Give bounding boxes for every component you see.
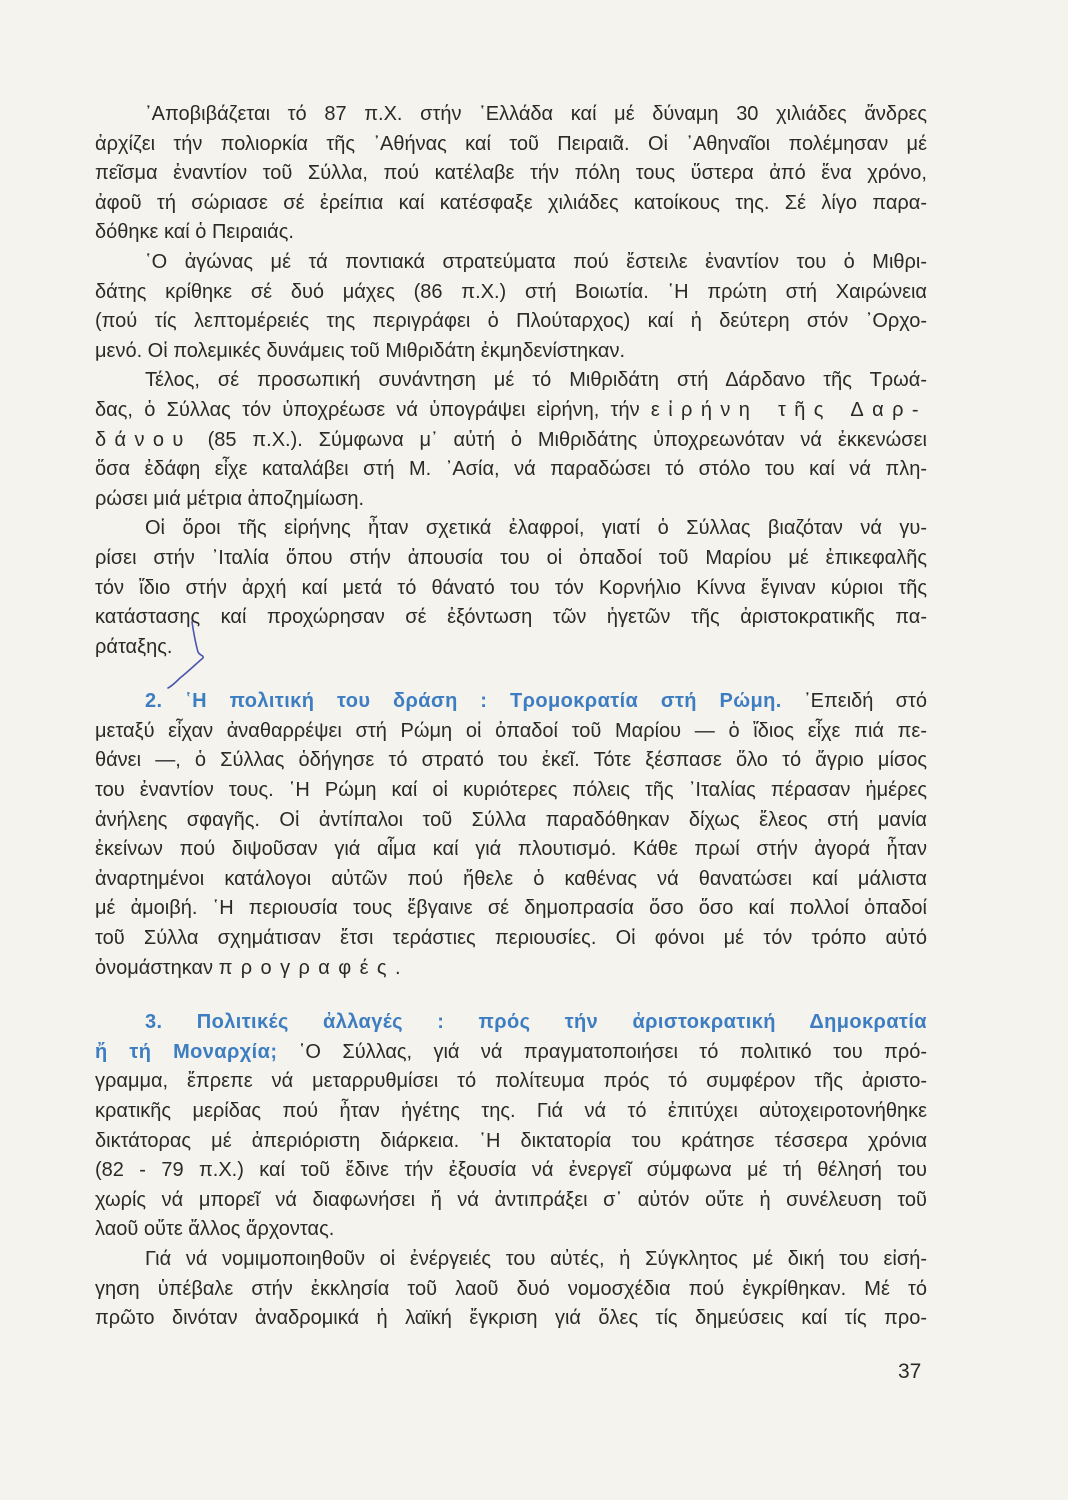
text-line: Οἱ ὅροι τῆς εἰρήνης ἦταν σχετικά ἐλαφροί, γιατί ὁ Σύλλας βιαζόταν νά γυ-	[145, 517, 927, 540]
text-line: δόθηκε καί ὁ Πειραιάς.	[95, 221, 294, 244]
text-span: δας, ὁ Σύλλας τόν ὑποχρέωσε νά ὑπογράψει εἰρήνη, τήν	[95, 398, 651, 421]
text-line: πρῶτο δινόταν ἀναδρομικά ἡ λαϊκή ἔγκριση γιά ὅλες τίς δημεύσεις καί τίς προ-	[95, 1307, 927, 1330]
text-span: .	[394, 956, 401, 979]
text-span: ὀνομάστηκαν	[95, 956, 219, 979]
text-line: θάνει —, ὁ Σύλλας ὁδήγησε τό στρατό του ἐκεῖ. Τότε ξέσπασε ὅλο τό ἄγριο μίσος	[95, 749, 927, 772]
text-line	[95, 396, 927, 426]
emphasized-term: εἰρήνη τῆς Δαρ-	[650, 398, 927, 421]
text-line: λαοῦ οὔτε ἄλλος ἄρχοντας.	[95, 1218, 335, 1241]
paragraph	[95, 1245, 927, 1334]
text-line: μενό. Οἱ πολεμικές δυνάμεις τοῦ Μιθριδάτη ἐκμηδενίστηκαν.	[95, 339, 626, 362]
text-line: ρίσει στήν ᾿Ιταλία ὅπου στήν ἀπουσία του οἱ ὀπαδοί τοῦ Μαρίου μέ ἐπικεφαλῆς	[95, 546, 927, 569]
text-line: τόν ἴδιο στήν ἀρχή καί μετά τό θάνατό του τόν Κορνήλιο Κίννα ἔγιναν κύριοι τῆς	[95, 576, 927, 599]
page-body	[95, 100, 927, 1334]
section-paragraph	[95, 1008, 927, 1245]
text-line: (πού τίς λεπτομέρειές της περιγράφει ὁ Πλούταρχος) καί ἡ δεύτερη στόν ᾿Ορχο-	[95, 310, 927, 333]
text-line: κρατικῆς μερίδας πού ἦταν ἡγέτης της. Γιά νά τό ἐπιτύχει αὐτοχειροτονήθηκε	[95, 1100, 927, 1122]
text-line: ἀρχίζει τήν πολιορκία τῆς ᾿Αθήνας καί τοῦ Πειραιᾶ. Οἱ ᾿Αθηναῖοι πολέμησαν μέ	[95, 132, 927, 155]
paragraph	[95, 100, 927, 248]
text-line: ἀφοῦ τή σώριασε σέ ἐρείπια καί κατέσφαξε χιλιάδες κατοίκους της. Σέ λίγο παρα-	[95, 191, 927, 214]
emphasized-term: δάνου	[95, 428, 192, 451]
text-line	[95, 426, 927, 456]
emphasized-term: προγραφές	[218, 956, 395, 979]
text-line: δάτης κρίθηκε σέ δυό μάχες (86 π.Χ.) στή Βοιωτία. ῾Η πρώτη στή Χαιρώνεια	[95, 280, 927, 303]
text-line: ἀναρτημένοι κατάλογοι αὐτῶν πού ἤθελε ὁ καθένας νά θανατώσει καί μάλιστα	[95, 867, 927, 890]
paragraph	[95, 366, 927, 514]
text-line: γηση ὑπέβαλε στήν ἐκκλησία τοῦ λαοῦ δυό νομοσχέδια πού ἐγκρίθηκαν. Μέ τό	[95, 1277, 927, 1300]
text-line: ἐκείνων πού διψοῦσαν γιά αἷμα καί γιά πλουτισμό. Κάθε πρωί στήν ἀγορά ἦταν	[95, 838, 927, 861]
text-span: (85 π.Χ.). Σύμφωνα μ᾿ αὐτή ὁ Μιθριδάτης ὑποχρεωνόταν νά ἐκκενώσει	[191, 428, 927, 451]
section-heading: 2. ῾Η πολιτική του δράση : Τρομοκρατία στή Ρώμη.	[145, 690, 782, 713]
text-line	[95, 1008, 927, 1038]
text-line: ᾿Αποβιβάζεται τό 87 π.Χ. στήν ῾Ελλάδα καί μέ δύναμη 30 χιλιάδες ἄνδρες	[145, 103, 927, 125]
text-line: (82 - 79 π.Χ.) καί τοῦ ἔδινε τήν ἐξουσία νά ἐνεργεῖ σύμφωνα μέ τή θέλησή του	[95, 1159, 927, 1182]
text-line: Τέλος, σέ προσωπική συνάντηση μέ τό Μιθριδάτη στή Δάρδανο τῆς Τρωά-	[145, 369, 927, 392]
section-heading: ἤ τή Μοναρχία;	[95, 1040, 278, 1063]
text-line: κατάστασης καί προχώρησαν σέ ἐξόντωση τῶν ἡγετῶν τῆς ἀριστοκρατικῆς πα-	[95, 606, 927, 629]
text-line: του ἐναντίον τους. ῾Η Ρώμη καί οἱ κυριότερες πόλεις τῆς ᾿Ιταλίας πέρασαν ἡμέρες	[95, 779, 927, 802]
text-line: Γιά νά νομιμοποιηθοῦν οἱ ἐνέργειές του αὐτές, ἡ Σύγκλητος μέ δική του εἰσή-	[145, 1247, 927, 1270]
text-line: δικτάτορας μέ ἀπεριόριστη διάρκεια. ῾Η δικτατορία του κράτησε τέσσερα χρόνια	[95, 1129, 927, 1152]
text-line: τοῦ Σύλλα σχημάτισαν ἔτσι τεράστιες περιουσίες. Οἱ φόνοι μέ τόν τρόπο αὐτό	[95, 927, 927, 950]
page-number: 37	[898, 1360, 922, 1383]
text-line: χωρίς νά μπορεῖ νά διαφωνήσει ἤ νά ἀντιπράξει σ᾿ αὐτόν οὔτε ἡ συνέλευση τοῦ	[95, 1188, 927, 1211]
text-line: ὅσα ἐδάφη εἶχε καταλάβει στή Μ. ᾿Ασία, νά παραδώσει τό στόλο του καί νά πλη-	[95, 458, 927, 481]
text-span: ᾿Επειδή στό	[781, 690, 927, 713]
text-line: πεῖσμα ἐναντίον τοῦ Σύλλα, πού κατέλαβε τήν πόλη τους ὕστερα ἀπό ἕνα χρόνο,	[95, 162, 927, 185]
text-line: μεταξύ εἶχαν ἀναθαρρέψει στή Ρώμη οἱ ὀπαδοί τοῦ Μαρίου — ὁ ἴδιος εἶχε πιά πε-	[95, 719, 927, 742]
text-line: ῾Ο ἀγώνας μέ τά ποντιακά στρατεύματα πού ἔστειλε ἐναντίον του ὁ Μιθρι-	[145, 250, 927, 273]
text-line: γραμμα, ἔπρεπε νά μεταρρυθμίσει τό πολίτευμα πρός τό συμφέρον τῆς ἀριστο-	[95, 1070, 927, 1093]
text-line: μέ ἀμοιβή. ῾Η περιουσία τους ἔβγαινε σέ δημοπρασία ὅσο ὅσο καί πολλοί ὀπαδοί	[95, 897, 927, 920]
paragraph	[95, 248, 927, 366]
pen-annotation-mark	[160, 600, 230, 700]
section-paragraph	[95, 687, 927, 983]
text-line	[95, 954, 927, 984]
text-line	[95, 1038, 927, 1068]
text-line: ράταξης.	[95, 635, 173, 658]
text-line: ἀνήλεης σφαγῆς. Οἱ ἀντίπαλοι τοῦ Σύλλα παραδόθηκαν δίχως ἔλεος στή μανία	[95, 808, 927, 831]
text-line: ρώσει μιά μέτρια ἀποζημίωση.	[95, 487, 365, 510]
section-heading: 3. Πολιτικές ἀλλαγές : πρός τήν ἀριστοκρατική Δημοκρατία	[145, 1011, 927, 1034]
text-span: ῾Ο Σύλλας, γιά νά πραγματοποιήσει τό πολιτικό του πρό-	[277, 1040, 927, 1063]
